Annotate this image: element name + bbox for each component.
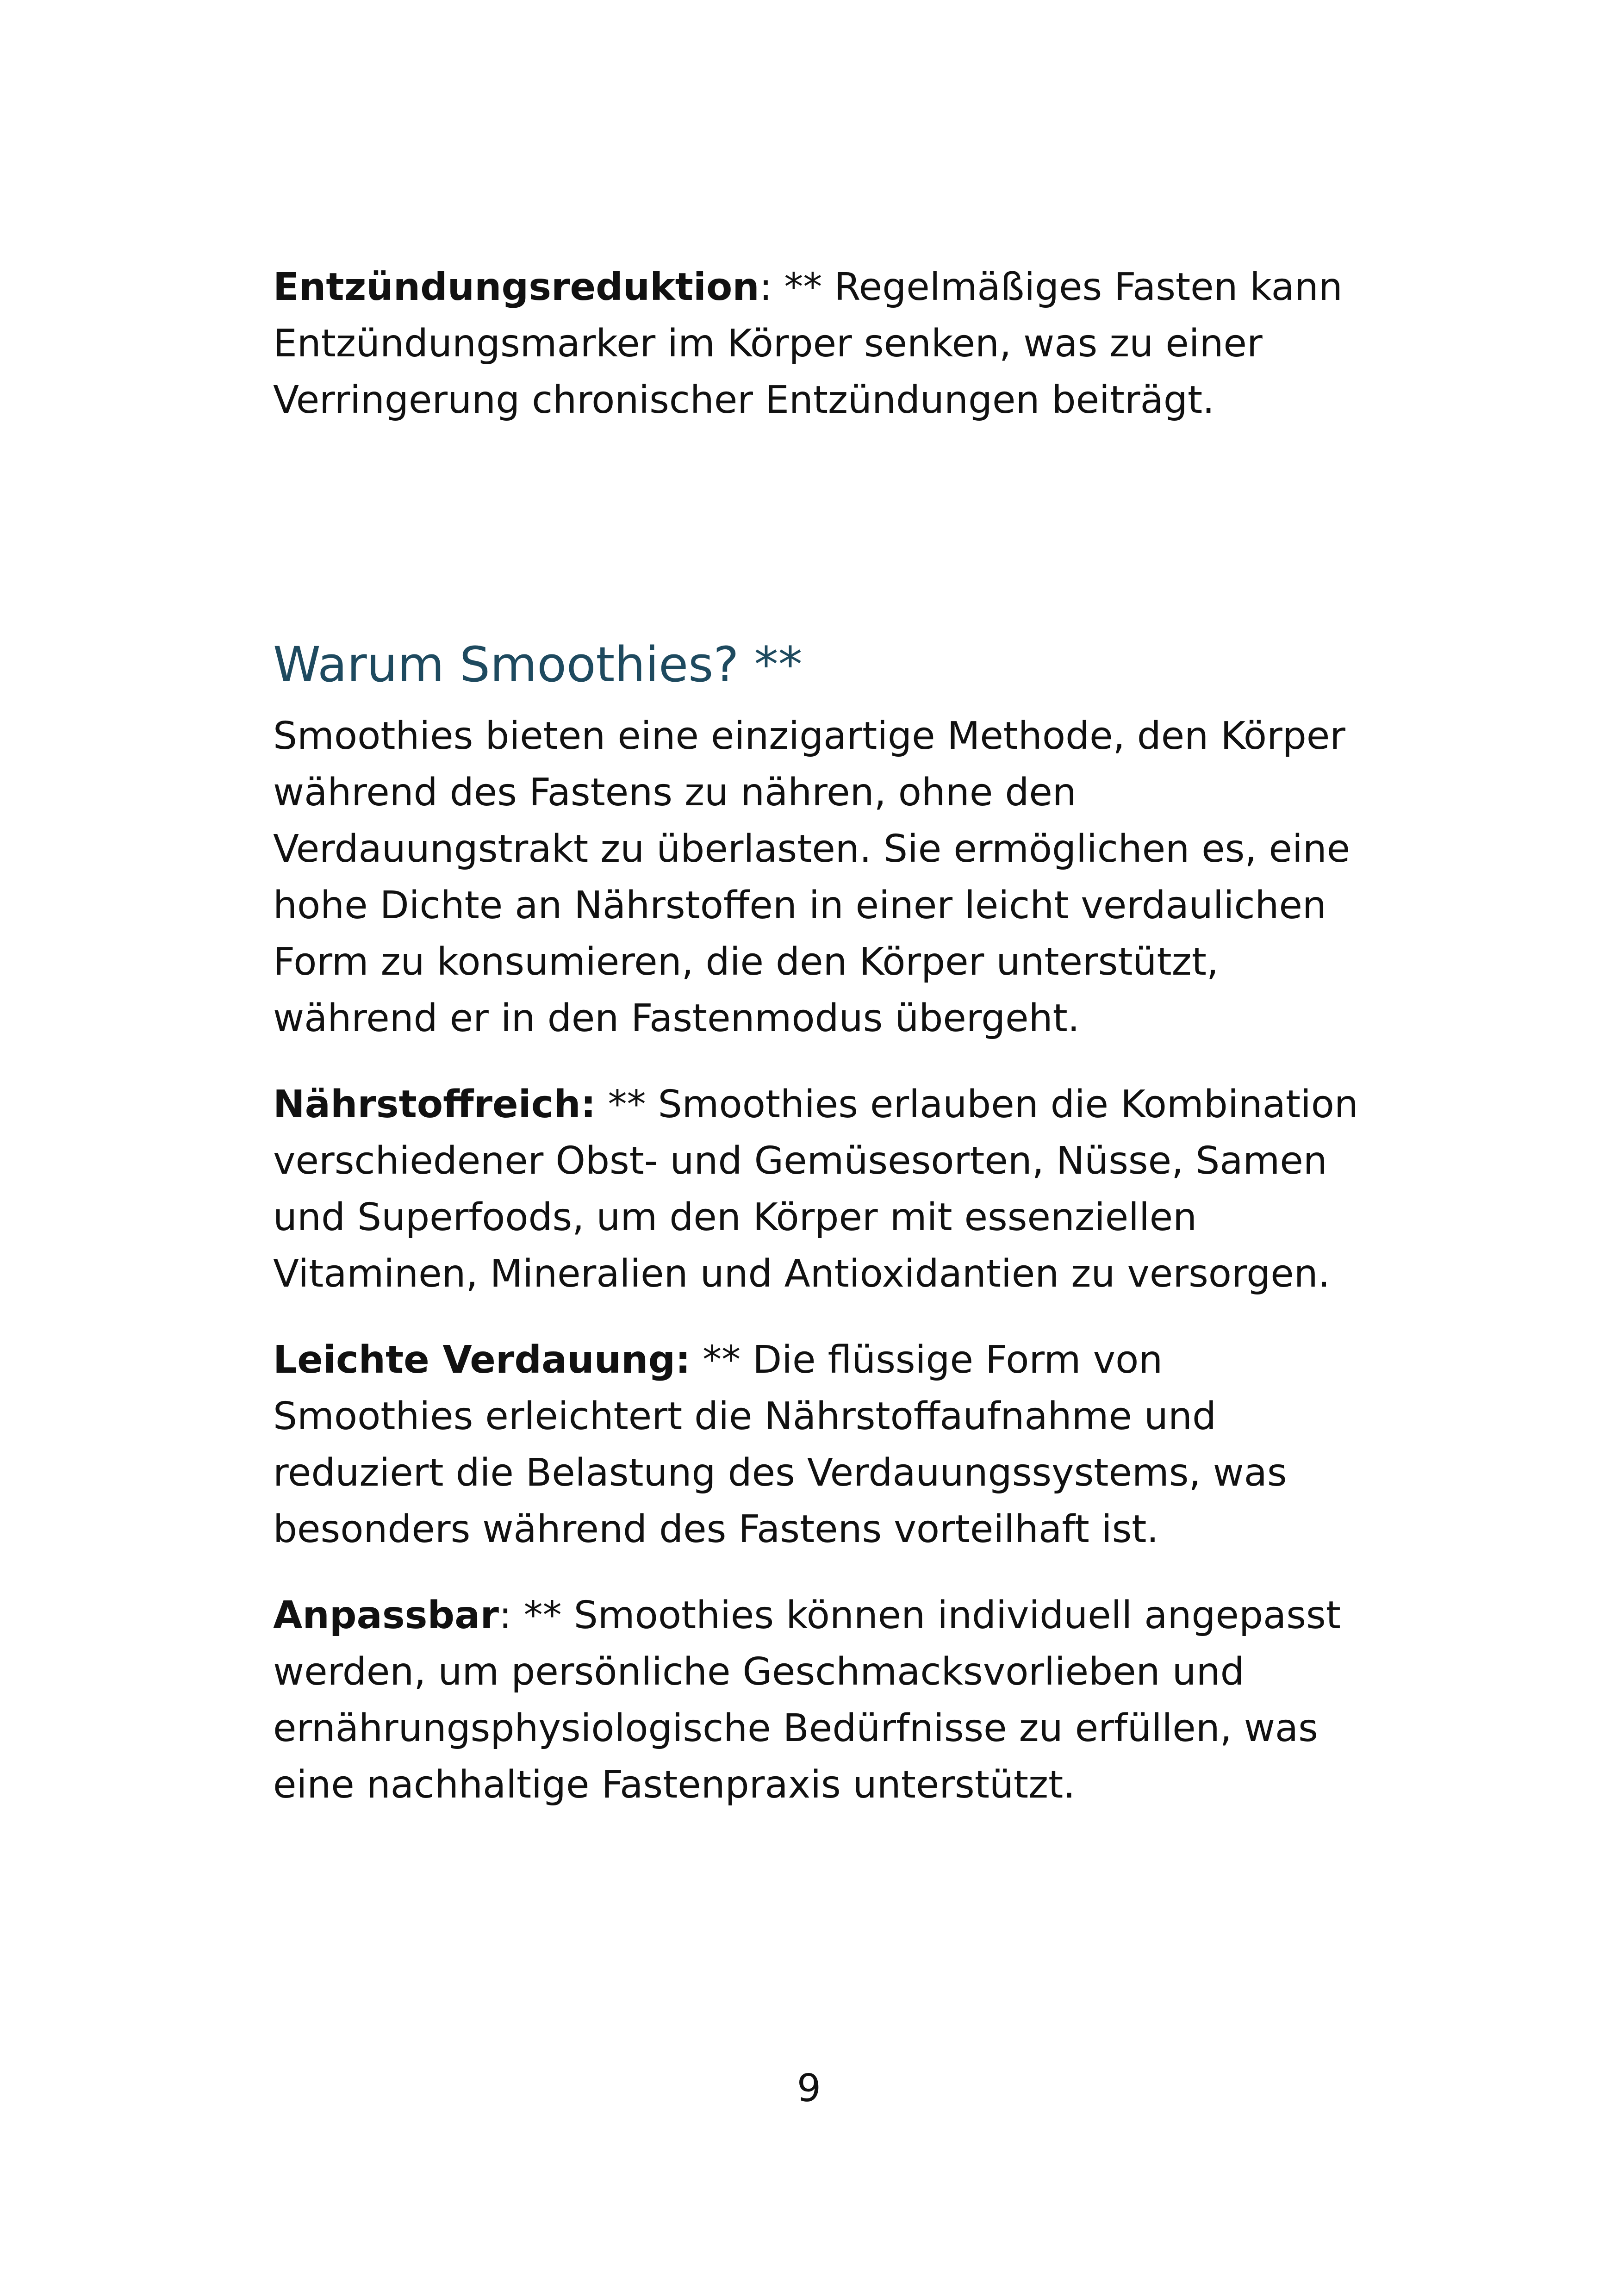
benefit-term: Nährstoffreich: [273, 1083, 596, 1126]
section-heading: Warum Smoothies? ** [273, 636, 803, 693]
benefit-text: ** Smoothies erlauben die Kombination verschiedener Obst- und Gemüsesorten, Nüsse, Samen und Superfoods, um den Körper mit essenziellen Vitaminen, Mineralien und Antioxidantien zu versorgen. [273, 1083, 1358, 1296]
page-content [273, 259, 1375, 1813]
benefit-nutrient-rich [273, 1076, 1375, 1302]
benefit-text: ** Die flüssige Form von Smoothies erleichtert die Nährstoffaufnahme und reduziert die Belastung des Verdauungssystems, was besonders während des Fastens vorteilhaft ist. [273, 1338, 1287, 1551]
benefit-customizable [273, 1587, 1375, 1813]
benefit-easy-digestion [273, 1332, 1375, 1558]
lead-paragraph: Smoothies bieten eine einzigartige Methode, den Körper während des Fastens zu nähren, ohne den Verdauungstrakt zu überlasten. Sie ermöglichen es, eine hohe Dichte an Nährstoffen in einer leicht verdaulichen Form zu konsumieren, die den Körper unterstützt, während er in den Fastenmodus übergeht. [273, 714, 1350, 1040]
benefit-text: : ** Smoothies können individuell angepasst werden, um persönliche Geschmacksvorlieben und ernährungsphysiologische Bedürfnisse zu erfüllen, was eine nachhaltige Fastenpraxis unterstützt. [273, 1593, 1341, 1807]
benefit-term: Anpassbar [273, 1593, 499, 1637]
intro-term: Entzündungsreduktion [273, 265, 759, 309]
intro-paragraph [273, 259, 1375, 429]
page-number: 9 [797, 2066, 821, 2110]
intro-text: : ** Regelmäßiges Fasten kann Entzündungsmarker im Körper senken, was zu einer Verringerung chronischer Entzündungen beiträgt. [273, 265, 1343, 422]
benefit-term: Leichte Verdauung: [273, 1338, 691, 1382]
